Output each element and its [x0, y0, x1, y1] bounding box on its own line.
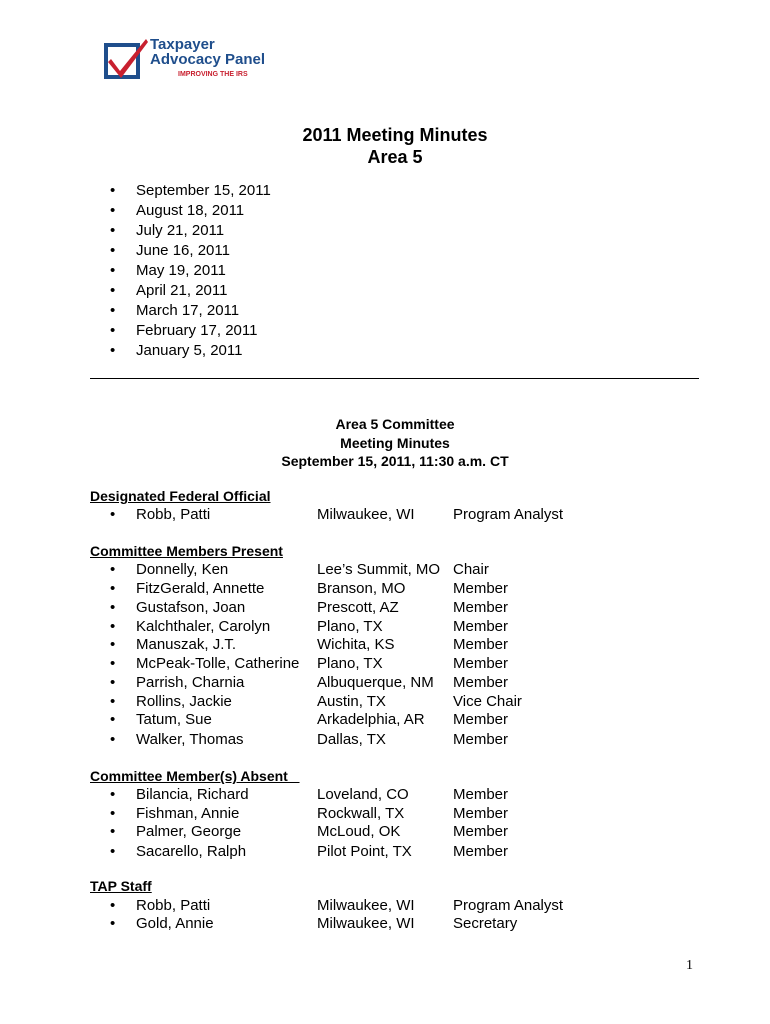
table-row	[110, 785, 670, 804]
table-row	[110, 730, 670, 749]
logo-checkmark-icon	[104, 37, 150, 81]
meeting-date: August 18, 2011	[136, 202, 245, 219]
person-role: Member	[453, 786, 509, 803]
person-location: Lee’s Summit, MO	[317, 561, 441, 578]
list-item	[110, 241, 271, 261]
person-name: Gustafson, Joan	[136, 599, 246, 616]
person-location: Wichita, KS	[317, 636, 395, 653]
meeting-date: May 19, 2011	[136, 262, 226, 279]
person-location: Branson, MO	[317, 580, 406, 597]
meeting-date: July 21, 2011	[136, 222, 225, 239]
person-location: Milwaukee, WI	[317, 506, 415, 523]
logo-tagline: IMPROVING THE IRS	[178, 71, 248, 78]
meeting-date: September 15, 2011	[136, 182, 271, 199]
bullet-icon: •	[110, 242, 116, 259]
person-role: Member	[453, 580, 509, 597]
table-row	[110, 804, 670, 823]
table-row	[110, 914, 670, 933]
table-row	[110, 617, 670, 636]
table-row	[110, 635, 670, 654]
person-name: Gold, Annie	[136, 915, 214, 932]
bullet-icon: •	[110, 823, 116, 840]
person-location: Rockwall, TX	[317, 805, 405, 822]
bullet-icon: •	[110, 731, 116, 748]
person-name: Tatum, Sue	[136, 711, 212, 728]
person-role: Member	[453, 618, 509, 635]
bullet-icon: •	[110, 202, 116, 219]
bullet-icon: •	[110, 182, 116, 199]
meeting-date: June 16, 2011	[136, 242, 230, 259]
list-item	[110, 261, 271, 281]
taxpayer-advocacy-panel-logo	[104, 37, 274, 87]
horizontal-divider	[90, 378, 699, 379]
bullet-icon: •	[110, 222, 116, 239]
table-row	[110, 673, 670, 692]
person-role: Member	[453, 599, 509, 616]
person-role: Program Analyst	[453, 506, 564, 523]
person-name: Sacarello, Ralph	[136, 843, 247, 860]
person-name: Walker, Thomas	[136, 731, 244, 748]
bullet-icon: •	[110, 342, 116, 359]
person-role: Member	[453, 805, 509, 822]
person-name: FitzGerald, Annette	[136, 580, 265, 597]
bullet-icon: •	[110, 897, 116, 914]
bullet-icon: •	[110, 915, 116, 932]
table-row	[110, 579, 670, 598]
bullet-icon: •	[110, 655, 116, 672]
table-row	[110, 654, 670, 673]
person-location: McLoud, OK	[317, 823, 401, 840]
person-name: Robb, Patti	[136, 897, 211, 914]
section-title-dfo: Designated Federal Official	[90, 488, 271, 504]
person-name: Robb, Patti	[136, 506, 211, 523]
person-role: Member	[453, 711, 509, 728]
person-role: Member	[453, 674, 509, 691]
bullet-icon: •	[110, 636, 116, 653]
person-location: Milwaukee, WI	[317, 897, 415, 914]
table-row	[110, 560, 670, 579]
table-row	[110, 842, 670, 861]
person-location: Dallas, TX	[317, 731, 386, 748]
meeting-date-list	[110, 181, 271, 361]
person-role: Secretary	[453, 915, 518, 932]
bullet-icon: •	[110, 302, 116, 319]
table-row	[110, 822, 670, 841]
list-item	[110, 341, 271, 361]
bullet-icon: •	[110, 322, 116, 339]
table-row	[110, 598, 670, 617]
section-title-present: Committee Members Present	[90, 543, 283, 559]
person-name: Bilancia, Richard	[136, 786, 249, 803]
list-item	[110, 181, 271, 201]
list-item	[110, 321, 271, 341]
person-location: Loveland, CO	[317, 786, 409, 803]
minutes-title: Meeting Minutes	[340, 435, 450, 451]
person-location: Prescott, AZ	[317, 599, 399, 616]
person-role: Member	[453, 655, 509, 672]
person-location: Plano, TX	[317, 655, 383, 672]
bullet-icon: •	[110, 843, 116, 860]
list-item	[110, 281, 271, 301]
table-row	[110, 505, 670, 524]
meeting-date-time: September 15, 2011, 11:30 a.m. CT	[281, 453, 509, 469]
person-name: Rollins, Jackie	[136, 693, 232, 710]
section-title-absent: Committee Member(s) Absent	[90, 768, 300, 784]
bullet-icon: •	[110, 506, 116, 523]
person-name: McPeak-Tolle, Catherine	[136, 655, 300, 672]
person-name: Kalchthaler, Carolyn	[136, 618, 271, 635]
person-role: Chair	[453, 561, 489, 578]
bullet-icon: •	[110, 805, 116, 822]
bullet-icon: •	[110, 674, 116, 691]
bullet-icon: •	[110, 693, 116, 710]
table-row	[110, 896, 670, 915]
person-role: Member	[453, 843, 509, 860]
person-role: Member	[453, 823, 509, 840]
person-name: Palmer, George	[136, 823, 242, 840]
person-location: Plano, TX	[317, 618, 383, 635]
document-subtitle: Area 5	[367, 147, 423, 167]
person-name: Fishman, Annie	[136, 805, 240, 822]
section-title-staff: TAP Staff	[90, 878, 152, 894]
person-location: Arkadelphia, AR	[317, 711, 425, 728]
bullet-icon: •	[110, 786, 116, 803]
meeting-date: February 17, 2011	[136, 322, 258, 339]
document-title: 2011 Meeting Minutes	[302, 125, 488, 145]
logo-line1: Taxpayer	[150, 36, 215, 53]
person-role: Member	[453, 731, 509, 748]
person-location: Pilot Point, TX	[317, 843, 412, 860]
list-item	[110, 301, 271, 321]
bullet-icon: •	[110, 580, 116, 597]
logo-line2: Advocacy Panel	[150, 51, 266, 68]
page-number: 1	[686, 958, 693, 973]
person-location: Austin, TX	[317, 693, 386, 710]
meeting-date: January 5, 2011	[136, 342, 243, 359]
bullet-icon: •	[110, 282, 116, 299]
meeting-date: March 17, 2011	[136, 302, 240, 319]
bullet-icon: •	[110, 599, 116, 616]
table-row	[110, 710, 670, 729]
person-role: Vice Chair	[453, 693, 522, 710]
table-row	[110, 692, 670, 711]
person-location: Albuquerque, NM	[317, 674, 434, 691]
person-role: Member	[453, 636, 509, 653]
person-name: Donnelly, Ken	[136, 561, 229, 578]
person-name: Manuszak, J.T.	[136, 636, 237, 653]
person-role: Program Analyst	[453, 897, 564, 914]
bullet-icon: •	[110, 711, 116, 728]
person-name: Parrish, Charnia	[136, 674, 245, 691]
bullet-icon: •	[110, 618, 116, 635]
bullet-icon: •	[110, 262, 116, 279]
bullet-icon: •	[110, 561, 116, 578]
meeting-date: April 21, 2011	[136, 282, 228, 299]
list-item	[110, 201, 271, 221]
committee-title: Area 5 Committee	[335, 416, 455, 432]
list-item	[110, 221, 271, 241]
person-location: Milwaukee, WI	[317, 915, 415, 932]
